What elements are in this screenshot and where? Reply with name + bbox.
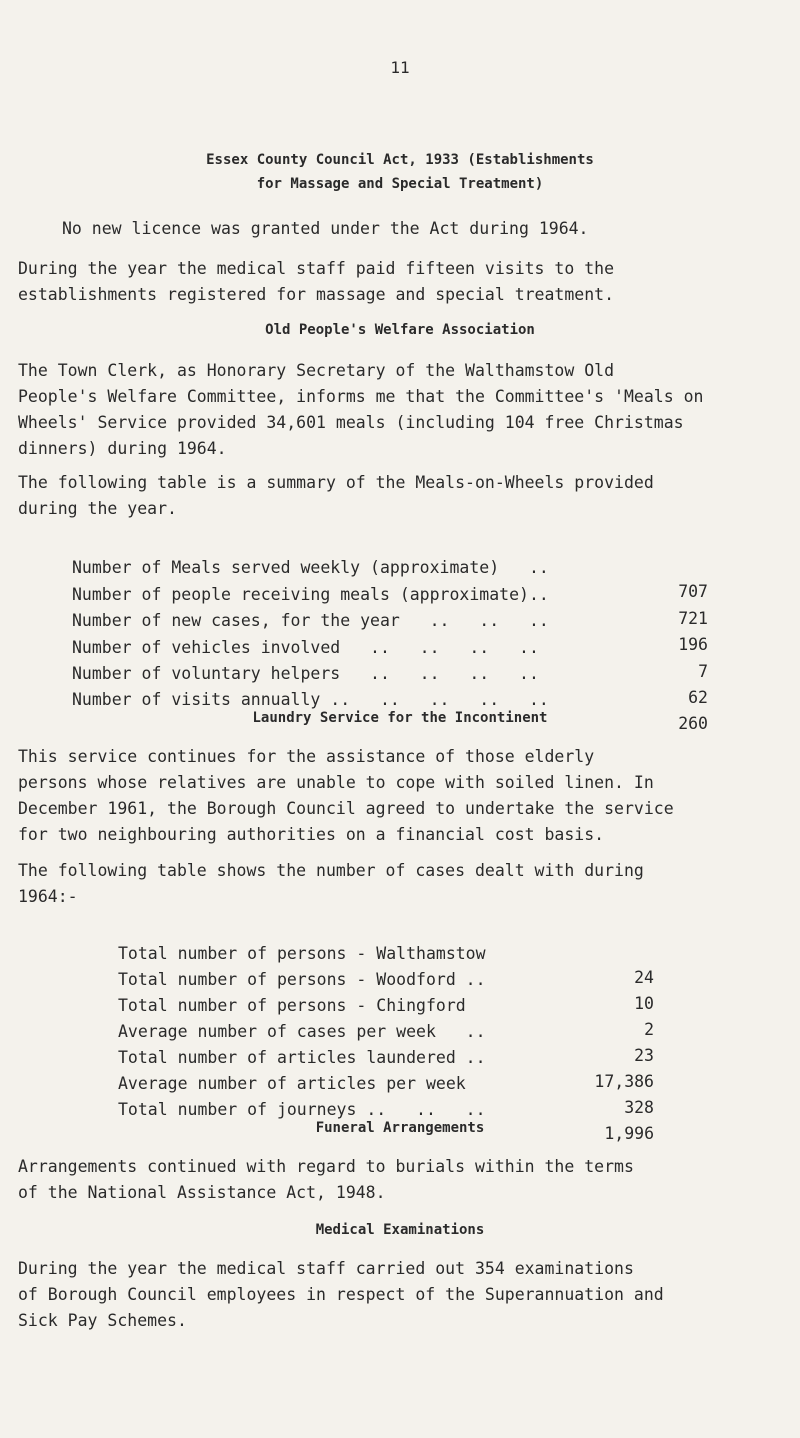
funeral-paragraph: Arrangements continued with regard to burials within the terms of the National Assistance Act, 1948. bbox=[18, 1157, 634, 1202]
row-label: Number of voluntary helpers .. .. .. .. bbox=[72, 664, 539, 683]
row-label: Total number of persons - Walthamstow bbox=[118, 944, 486, 963]
row-label: Total number of persons - Chingford bbox=[118, 996, 466, 1015]
row-value: 721 bbox=[678, 609, 708, 628]
row-label: Number of visits annually .. .. .. .. .. bbox=[72, 690, 549, 709]
old-people-heading: Old People's Welfare Association bbox=[265, 322, 535, 338]
row-label: Total number of persons - Woodford .. bbox=[118, 970, 486, 989]
row-label: Total number of journeys .. .. .. bbox=[118, 1100, 486, 1119]
old-people-paragraph-1: The Town Clerk, as Honorary Secretary of the Walthamstow Old People's Welfare Committee, informs me that the Committee's 'Meals on Wheels' Service provided 34,601 meals (including 104 free Christmas dinners) during 1964. bbox=[18, 361, 704, 458]
row-value: 260 bbox=[678, 714, 708, 733]
page-number: 11 bbox=[390, 58, 410, 77]
row-value: 24 bbox=[634, 968, 654, 987]
essex-act-heading: Essex County Council Act, 1933 (Establishments for Massage and Special Treatment) bbox=[206, 152, 594, 192]
medical-paragraph: During the year the medical staff carried out 354 examinations of Borough Council employees in respect of the Superannuation and Sick Pay Schemes. bbox=[18, 1259, 664, 1330]
row-label: Number of new cases, for the year .. .. .. bbox=[72, 611, 549, 630]
row-value: 1,996 bbox=[604, 1124, 654, 1143]
laundry-heading: Laundry Service for the Incontinent bbox=[252, 710, 548, 726]
row-value: 7 bbox=[698, 662, 708, 681]
row-label: Average number of cases per week .. bbox=[118, 1022, 486, 1041]
laundry-paragraph-1: This service continues for the assistance of those elderly persons whose relatives are unable to cope with soiled linen. In December 1961, the Borough Council agreed to undertake the service for two neighbouring authorities on a financial cost basis. bbox=[18, 747, 674, 844]
row-value: 328 bbox=[624, 1098, 654, 1117]
row-label: Number of Meals served weekly (approximate) .. bbox=[72, 558, 549, 577]
row-value: 196 bbox=[678, 635, 708, 654]
laundry-paragraph-2: The following table shows the number of cases dealt with during 1964:- bbox=[18, 861, 644, 906]
medical-heading: Medical Examinations bbox=[315, 1222, 485, 1238]
row-label: Total number of articles laundered .. bbox=[118, 1048, 486, 1067]
funeral-heading: Funeral Arrangements bbox=[315, 1120, 485, 1136]
essex-paragraph-1: No new licence was granted under the Act during 1964. bbox=[62, 219, 589, 238]
row-value: 17,386 bbox=[594, 1072, 654, 1091]
row-label: Number of people receiving meals (approximate).. bbox=[72, 585, 549, 604]
row-value: 62 bbox=[688, 688, 708, 707]
essex-paragraph-2: During the year the medical staff paid fifteen visits to the establishments registered for massage and special treatment. bbox=[18, 259, 615, 304]
row-label: Number of vehicles involved .. .. .. .. bbox=[72, 638, 539, 657]
row-value: 23 bbox=[634, 1046, 654, 1065]
old-people-paragraph-2: The following table is a summary of the Meals-on-Wheels provided during the year. bbox=[18, 473, 654, 518]
row-label: Average number of articles per week bbox=[118, 1074, 466, 1093]
row-value: 707 bbox=[678, 582, 708, 601]
row-value: 2 bbox=[644, 1020, 654, 1039]
row-value: 10 bbox=[634, 994, 654, 1013]
